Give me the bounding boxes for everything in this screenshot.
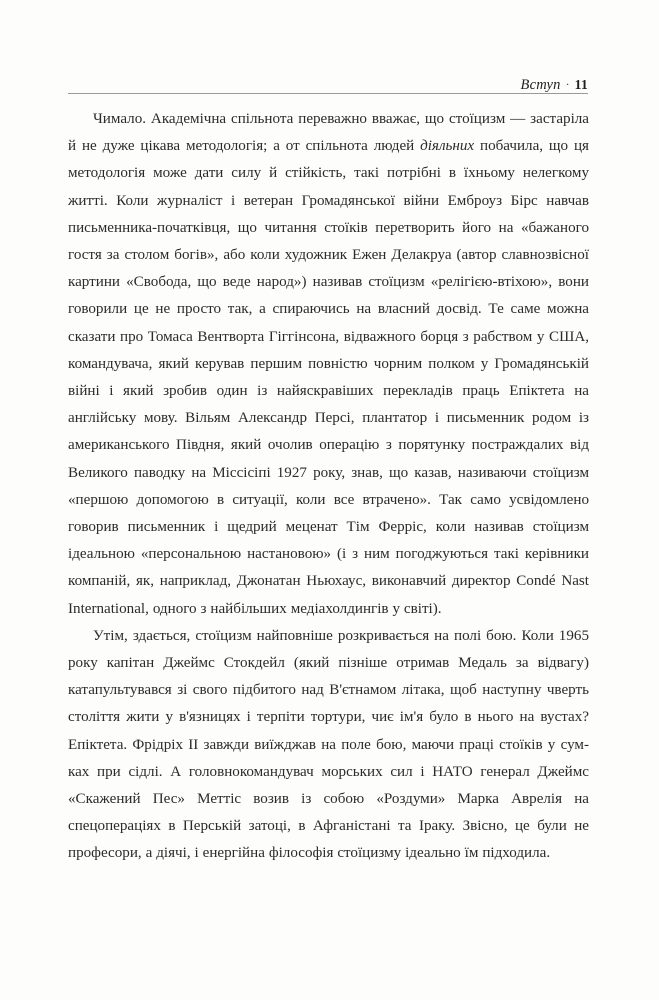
running-head-inner [521, 78, 588, 93]
latin-company-name: Condé Nast International [68, 573, 590, 617]
paragraph-1-segment-2: побачила, що ця методологія може дати силу й стійкість, такі потрібні в їхньому нелегкому житті. Коли журналіст і ветеран Громадянської війни Емброуз Бірс навчав письменника-початківця, що читання стоїків перетворить його на «бажаного гостя за столом богів», або коли художник Ежен Делакруа (автор славнозвісної картини «Свобода, що веде народ») називав стоїцизм «релігією-втіхою», вони говорили це не просто так, а спираючись на власний досвід. Те саме можна сказати про Томаса Вентворта Гіггінсона, відважного борця з рабством у США, командувача, який керував першим повністю чорним полком у Громадянській війні і який зробив один із найяскравіших перекладів праць Епіктета на англійську мову. Вільям Александр Персі, плантатор і письменник родом із американського Півдня, який очолив операцію з порятунку постраждалих від Великого паводку на Міссісіпі 1927 року, знав, що казав, називаючи стоїцизм «першою допомогою в ситуації, коли все втрачено». Так само усвідомлено говорив письменник і щедрий меценат Тім Ферріс, коли називав стоїцизм ідеальною «персональною настановою» (і з ним погоджуються такі керівники компаній, як, наприклад, Джонатан Ньюхаус, виконавчий директор [68, 138, 589, 590]
running-head-title: Вступ [520, 76, 561, 93]
body-text-block [68, 106, 589, 868]
running-head-separator: · [565, 76, 570, 91]
paragraph-2: Утім, здається, стоїцизм найповніше розкривається на полі бою. Коли 1965 року капітан Джеймс Стокдейл (який пізніше отримав Медаль за відвагу) катапультувався зі свого підбитого над В'єтнамом літака, щоб наступну чверть століття жити у в'язницях і терпіти тортури, чиє ім'я було в нього на вустах? Епіктета. Фрідріх II завжди виїжджав на поле бою, маючи праці стоїків у сумках при сідлі. А головнокомандувач морських сил і НАТО генерал Джеймс «Скажений Пес» Меттіс возив із собою «Роздуми» Марка Аврелія на спецопераціях в Перській затоці, в Афганістані та Іраку. Звісно, це були не професори, а діячі, і енергійна філософія стоїцизму ідеально їм підходила. [68, 627, 589, 862]
page-number: 11 [574, 76, 588, 92]
header-divider-rule [68, 93, 588, 94]
paragraph-1-segment-3: , одного з найбільших медіахолдингів у світі). [145, 600, 442, 617]
running-head [68, 66, 588, 92]
paragraph-1-segment-1: Чимало. Академічна спільнота переважно вважає, що стоїцизм — застаріла й не дуже цікава методологія; а от спільнота людей [68, 111, 589, 155]
paragraph-1 [68, 106, 589, 623]
emphasis-diyalnykh: діяльних [420, 138, 475, 155]
